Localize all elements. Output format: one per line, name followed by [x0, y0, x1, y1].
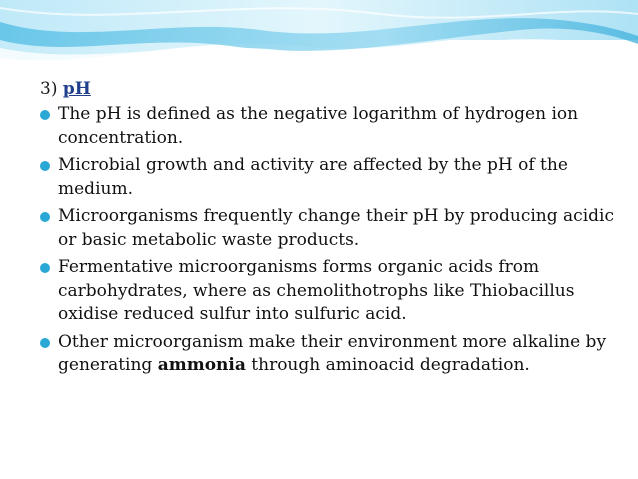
list-item: [40, 205, 625, 252]
bullet-text: The pH is defined as the negative logarithm of hydrogen ion concentration.: [58, 104, 579, 148]
list-item: [40, 331, 625, 378]
bullet-text: Fermentative microorganisms forms organic acids from carbohydrates, where as chemolithotrophs like Thiobacillus oxidise reduced sulfur into sulfuric acid.: [58, 257, 575, 324]
bullet-text-after: through aminoacid degradation.: [245, 355, 530, 375]
bullet-icon: [40, 263, 50, 273]
section-topic: pH: [62, 79, 91, 99]
list-item: [40, 256, 625, 327]
bullet-bold-term: ammonia: [157, 355, 246, 375]
bullet-list: [40, 103, 625, 378]
bullet-icon: [40, 212, 50, 222]
bullet-icon: [40, 161, 50, 171]
list-item: [40, 154, 625, 201]
bullet-text: Microorganisms frequently change their pH by producing acidic or basic metabolic waste products.: [58, 206, 614, 250]
slide-body: [40, 77, 625, 382]
bullet-text: Microbial growth and activity are affected by the pH of the medium.: [58, 155, 568, 199]
header-wave-decoration: [0, 0, 638, 72]
section-heading: [40, 77, 625, 101]
bullet-text-before: Other microorganism make their environment more alkaline by generating: [58, 331, 607, 375]
section-number: 3): [40, 79, 58, 99]
bullet-icon: [40, 338, 50, 348]
list-item: [40, 103, 625, 150]
bullet-icon: [40, 110, 50, 120]
